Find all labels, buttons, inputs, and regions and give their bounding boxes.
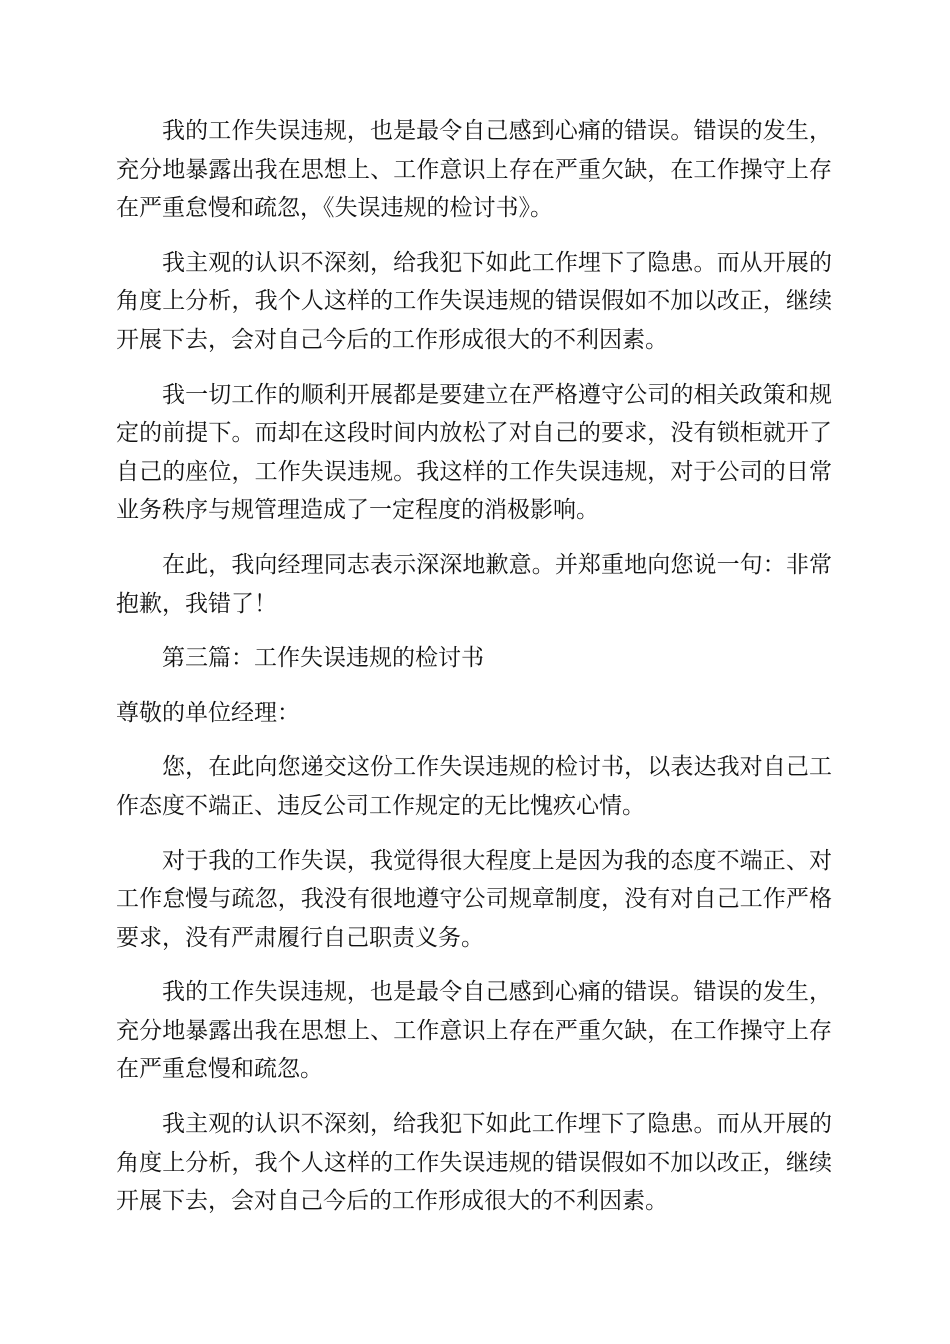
paragraph-4: 在此，我向经理同志表示深深地歉意。并郑重地向您说一句：非常抱歉，我错了！ [116, 551, 832, 617]
document-body [116, 112, 832, 1237]
salutation: 尊敬的单位经理： [116, 699, 300, 726]
paragraph-6: 对于我的工作失误，我觉得很大程度上是因为我的态度不端正、对工作怠慢与疏忽，我没有很地遵守公司规章制度，没有对自己工作严格要求，没有严肃履行自己职责义务。 [116, 847, 832, 951]
paragraph-8: 我主观的认识不深刻，给我犯下如此工作埋下了隐患。而从开展的角度上分析，我个人这样的工作失误违规的错误假如不加以改正，继续开展下去，会对自己今后的工作形成很大的不利因素。 [116, 1111, 832, 1215]
section-heading: 第三篇：工作失误违规的检讨书 [162, 645, 484, 672]
paragraph-1: 我的工作失误违规，也是最令自己感到心痛的错误。错误的发生，充分地暴露出我在思想上、工作意识上存在严重欠缺，在工作操守上存在严重怠慢和疏忽，《失误违规的检讨书》。 [116, 118, 832, 222]
paragraph-2: 我主观的认识不深刻，给我犯下如此工作埋下了隐患。而从开展的角度上分析，我个人这样的工作失误违规的错误假如不加以改正，继续开展下去，会对自己今后的工作形成很大的不利因素。 [116, 249, 832, 353]
paragraph-5: 您，在此向您递交这份工作失误违规的检讨书，以表达我对自己工作态度不端正、违反公司工作规定的无比愧疚心情。 [116, 754, 832, 819]
paragraph-3: 我一切工作的顺利开展都是要建立在严格遵守公司的相关政策和规定的前提下。而却在这段时间内放松了对自己的要求，没有锁柜就开了自己的座位，工作失误违规。我这样的工作失误违规，对于公司的日常业务秩序与规管理造成了一定程度的消极影响。 [116, 381, 832, 524]
paragraph-7: 我的工作失误违规，也是最令自己感到心痛的错误。错误的发生，充分地暴露出我在思想上、工作意识上存在严重欠缺，在工作操守上存在严重怠慢和疏忽。 [116, 979, 832, 1083]
